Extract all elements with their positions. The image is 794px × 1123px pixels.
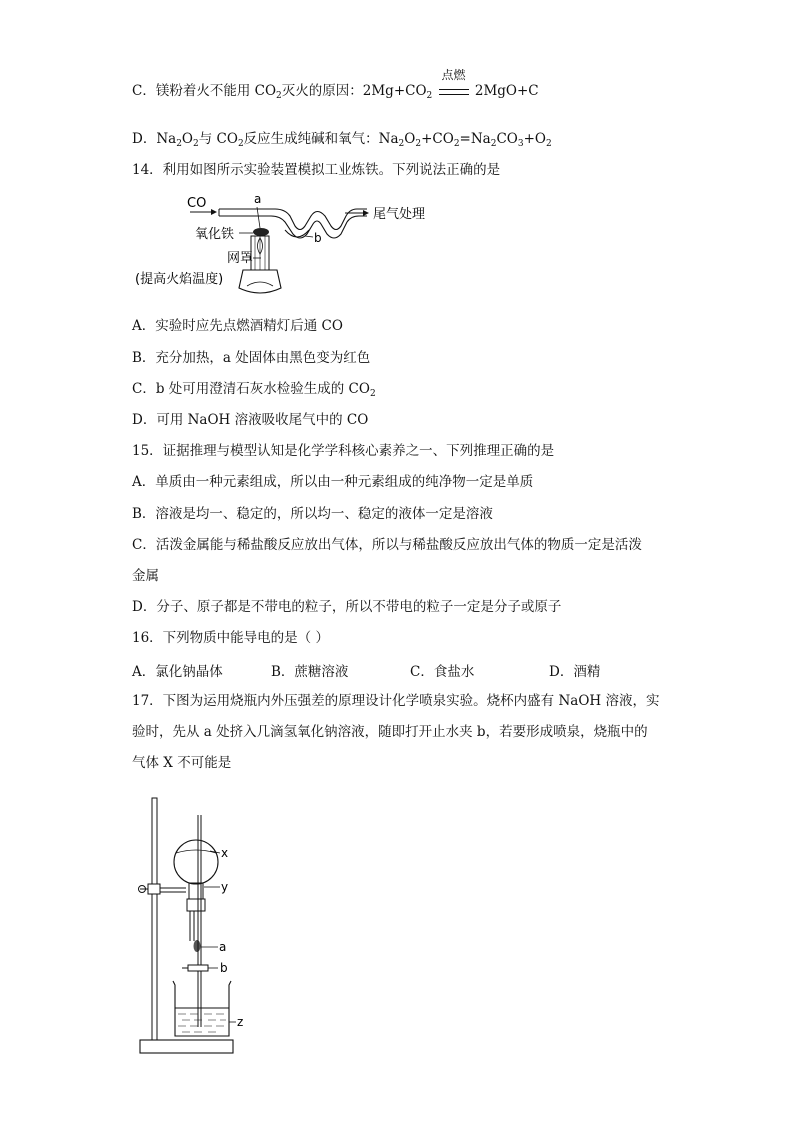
s: 2 <box>490 139 497 149</box>
label-b: b <box>314 231 322 245</box>
label-b: b <box>220 961 228 975</box>
label-y: y <box>221 880 229 894</box>
solution-hatching <box>178 1014 226 1032</box>
t: CO <box>496 131 518 147</box>
q15-option-c-line1: C．活泼金属能与稀盐酸反应放出气体，所以与稀盐酸反应放出气体的物质一定是活泼 <box>132 537 642 553</box>
arrow-out-head <box>363 210 369 216</box>
subscript: 2 <box>426 91 433 101</box>
q16-option-b: B．蔗糖溶液 <box>271 664 349 680</box>
q16-option-a: A．氯化钠晶体 <box>132 664 223 680</box>
q14-option-b: B．充分加热，a 处固体由黑色变为红色 <box>132 350 371 366</box>
alcohol-lamp <box>239 270 281 293</box>
t: O <box>404 131 416 147</box>
q13-option-d <box>132 130 552 153</box>
label-a: a <box>219 940 227 954</box>
q17-stem-line2: 验时，先从 a 处挤入几滴氢氧化钠溶液，随即打开止水夹 b，若要形成喷泉，烧瓶中的 <box>132 724 648 740</box>
q13-option-c <box>132 68 539 105</box>
q15-option-d: D．分子、原子都是不带电的粒子，所以不带电的粒子一定是分子或原子 <box>132 599 562 615</box>
q17-fountain-apparatus-figure <box>132 795 262 1060</box>
label-iron-oxide: 氧化铁 <box>195 227 235 242</box>
leader-a <box>257 207 260 228</box>
flask-gas-surface <box>176 850 216 853</box>
s: 2 <box>546 139 552 149</box>
t: =Na <box>459 131 491 147</box>
label-gauze-note: (提高火焰温度) <box>135 272 224 287</box>
stand-rod <box>152 798 157 1040</box>
label-co: CO <box>187 196 207 211</box>
q17-stem-line3: 气体 X 不可能是 <box>132 755 232 771</box>
pinch-clamp-b <box>188 965 208 971</box>
s: 3 <box>517 139 524 149</box>
q15-option-a: A．单质由一种元素组成，所以由一种元素组成的纯净物一定是单质 <box>132 474 534 490</box>
q15-option-c-line2: 金属 <box>132 568 159 584</box>
t: +CO <box>421 131 454 147</box>
reaction-condition: 点燃 <box>441 68 466 82</box>
label-gauze: 网罩 <box>227 251 254 266</box>
iron-oxide-sample <box>253 228 269 236</box>
t: D．Na <box>132 131 177 147</box>
s: 2 <box>369 389 376 399</box>
text: 2MgO+C <box>474 83 539 99</box>
q14-apparatus-figure <box>135 188 445 300</box>
label-x: x <box>221 846 229 860</box>
q14-option-d: D．可用 NaOH 溶液吸收尾气中的 CO <box>132 412 369 428</box>
s: 2 <box>398 139 405 149</box>
q15-stem: 15．证据推理与模型认知是化学学科核心素养之一、下列推理正确的是 <box>132 443 555 459</box>
round-bottom-flask <box>174 840 218 884</box>
s: 2 <box>237 139 244 149</box>
t: C．b 处可用澄清石灰水检验生成的 CO <box>132 381 370 397</box>
text: 灭火的原因：2Mg+CO <box>281 83 427 99</box>
text: C．镁粉着火不能用 CO <box>132 83 277 99</box>
s: 2 <box>176 139 182 149</box>
t: 反应生成纯碱和氧气：Na <box>243 131 399 147</box>
dropper-bulb-a <box>194 940 201 952</box>
glass-tube <box>219 209 367 238</box>
q15-option-b: B．溶液是均一、稳定的，所以均一、稳定的液体一定是溶液 <box>132 506 493 522</box>
label-a: a <box>254 192 262 206</box>
q16-option-c: C．食盐水 <box>410 664 475 680</box>
t: +O <box>523 131 546 147</box>
q14-stem: 14．利用如图所示实验装置模拟工业炼铁。下列说法正确的是 <box>132 162 501 178</box>
q16-option-d: D．酒精 <box>549 664 601 680</box>
q16-stem: 16．下列物质中能导电的是（ ） <box>132 630 329 646</box>
reaction-arrow <box>439 68 469 100</box>
label-tail-gas: 尾气处理 <box>373 207 426 222</box>
stand-base <box>140 1040 233 1053</box>
boss-head <box>148 884 160 894</box>
subscript: 2 <box>276 91 282 101</box>
lamp-liquid <box>247 282 273 286</box>
leader-b <box>305 236 313 237</box>
q14-option-a: A．实验时应先点燃酒精灯后通 CO <box>132 318 343 334</box>
s: 2 <box>193 139 199 149</box>
q14-option-c <box>132 380 376 403</box>
beaker <box>173 981 231 1036</box>
label-z: z <box>237 1015 244 1029</box>
t: 与 CO <box>198 131 238 147</box>
equals-bar <box>439 89 469 95</box>
arrow-in-head <box>211 209 217 215</box>
t: O <box>181 131 193 147</box>
s: 2 <box>453 139 460 149</box>
stopper <box>187 899 205 911</box>
q17-stem-line1: 17．下图为运用烧瓶内外压强差的原理设计化学喷泉实验。烧杯内盛有 NaOH 溶液，实 <box>132 693 660 709</box>
s: 2 <box>415 139 422 149</box>
